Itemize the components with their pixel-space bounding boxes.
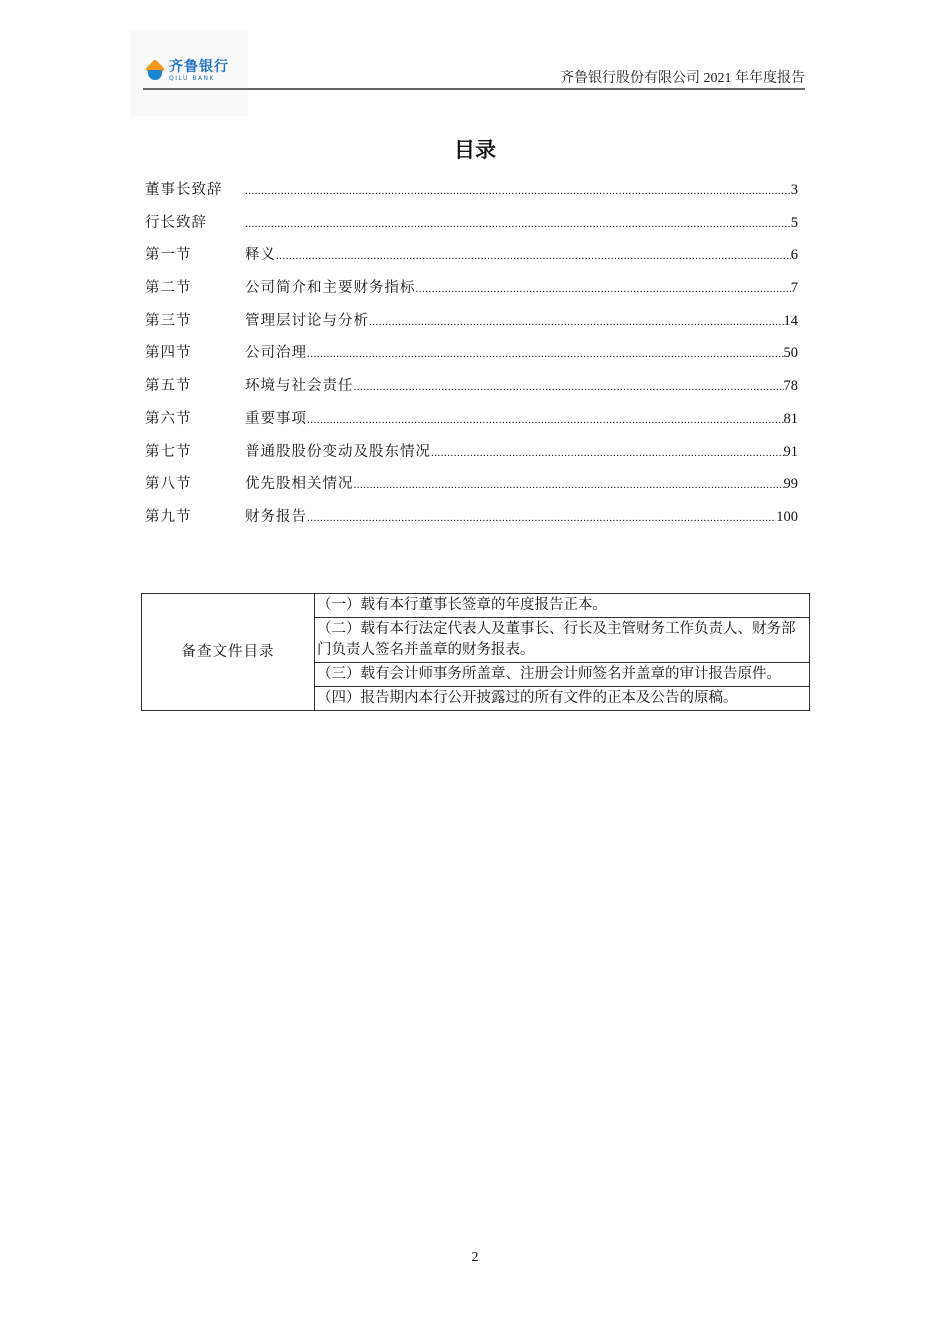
logo-chinese-name: 齐鲁银行 bbox=[169, 59, 229, 75]
document-header-title: 齐鲁银行股份有限公司 2021 年年度报告 bbox=[560, 71, 805, 86]
toc-leader-dots bbox=[416, 283, 791, 295]
toc-name: 普通股股份变动及股东情况 bbox=[245, 443, 431, 460]
toc-name: 释义 bbox=[245, 247, 276, 264]
toc-entry[interactable] bbox=[145, 276, 798, 309]
toc-section: 第六节 bbox=[145, 410, 192, 427]
table-row bbox=[142, 594, 810, 618]
toc-page-number: 5 bbox=[790, 214, 798, 231]
toc-name: 环境与社会责任 bbox=[245, 378, 354, 395]
toc-page-number: 81 bbox=[783, 410, 798, 427]
toc-page-number: 7 bbox=[790, 280, 798, 297]
toc-section: 第七节 bbox=[145, 443, 192, 460]
reference-file-item: （一）载有本行董事长签章的年度报告正本。 bbox=[315, 594, 810, 618]
toc-entry[interactable] bbox=[145, 407, 798, 440]
toc-entry[interactable] bbox=[145, 505, 798, 538]
reference-files-table bbox=[141, 593, 810, 711]
toc-entry[interactable] bbox=[145, 472, 798, 505]
reference-file-item: （三）载有会计师事务所盖章、注册会计师签名并盖章的审计报告原件。 bbox=[315, 663, 810, 687]
toc-name: 财务报告 bbox=[245, 508, 307, 525]
page-number: 2 bbox=[471, 1250, 479, 1265]
toc-leader-dots bbox=[431, 447, 784, 459]
toc-section: 第四节 bbox=[145, 345, 192, 362]
toc-name: 公司简介和主要财务指标 bbox=[245, 280, 416, 297]
toc-leader-dots bbox=[307, 512, 776, 524]
toc-leader-dots bbox=[354, 381, 784, 393]
toc-leader-dots bbox=[245, 218, 791, 230]
toc-section: 第九节 bbox=[145, 508, 192, 525]
toc-title: 目录 bbox=[454, 138, 496, 162]
toc-leader-dots bbox=[276, 250, 791, 262]
toc-page-number: 91 bbox=[783, 443, 798, 460]
toc-section: 第二节 bbox=[145, 280, 192, 297]
toc-page-number: 50 bbox=[783, 345, 798, 362]
toc-entry[interactable] bbox=[145, 243, 798, 276]
toc-page-number: 6 bbox=[790, 247, 798, 264]
header-divider bbox=[143, 88, 805, 90]
toc-section: 第八节 bbox=[145, 476, 192, 493]
toc-name: 优先股相关情况 bbox=[245, 476, 354, 493]
toc-leader-dots bbox=[354, 479, 784, 491]
reference-file-item: （四）报告期内本行公开披露过的所有文件的正本及公告的原稿。 bbox=[315, 687, 810, 711]
toc-leader-dots bbox=[307, 414, 784, 426]
toc-leader-dots bbox=[245, 185, 791, 197]
toc-page-number: 100 bbox=[776, 508, 798, 525]
toc-name: 管理层讨论与分析 bbox=[245, 312, 369, 329]
reference-file-item: （二）载有本行法定代表人及董事长、行长及主管财务工作负责人、财务部门负责人签名并盖章的财务报表。 bbox=[315, 618, 810, 663]
reference-files-label: 备查文件目录 bbox=[142, 594, 315, 711]
toc-page-number: 78 bbox=[783, 378, 798, 395]
toc-section: 第三节 bbox=[145, 312, 192, 329]
toc-page-number: 3 bbox=[790, 182, 798, 198]
logo-english-name: QILU BANK bbox=[169, 75, 215, 82]
toc-section: 第一节 bbox=[145, 247, 192, 264]
toc-section: 第五节 bbox=[145, 378, 192, 395]
toc-section: 董事长致辞 bbox=[145, 182, 223, 198]
table-of-contents bbox=[145, 178, 798, 538]
bank-logo bbox=[145, 60, 229, 82]
toc-section: 行长致辞 bbox=[145, 214, 207, 231]
toc-entry[interactable] bbox=[145, 374, 798, 407]
toc-entry[interactable] bbox=[145, 211, 798, 244]
toc-leader-dots bbox=[307, 348, 784, 360]
toc-entry[interactable] bbox=[145, 341, 798, 374]
toc-entry[interactable] bbox=[145, 440, 798, 473]
toc-entry[interactable] bbox=[145, 309, 798, 342]
toc-leader-dots bbox=[369, 316, 784, 328]
toc-page-number: 99 bbox=[783, 476, 798, 493]
toc-name: 公司治理 bbox=[245, 345, 307, 362]
toc-name: 重要事项 bbox=[245, 410, 307, 427]
toc-entry[interactable] bbox=[145, 178, 798, 211]
toc-page-number: 14 bbox=[783, 312, 798, 329]
bank-logo-icon bbox=[145, 60, 165, 82]
